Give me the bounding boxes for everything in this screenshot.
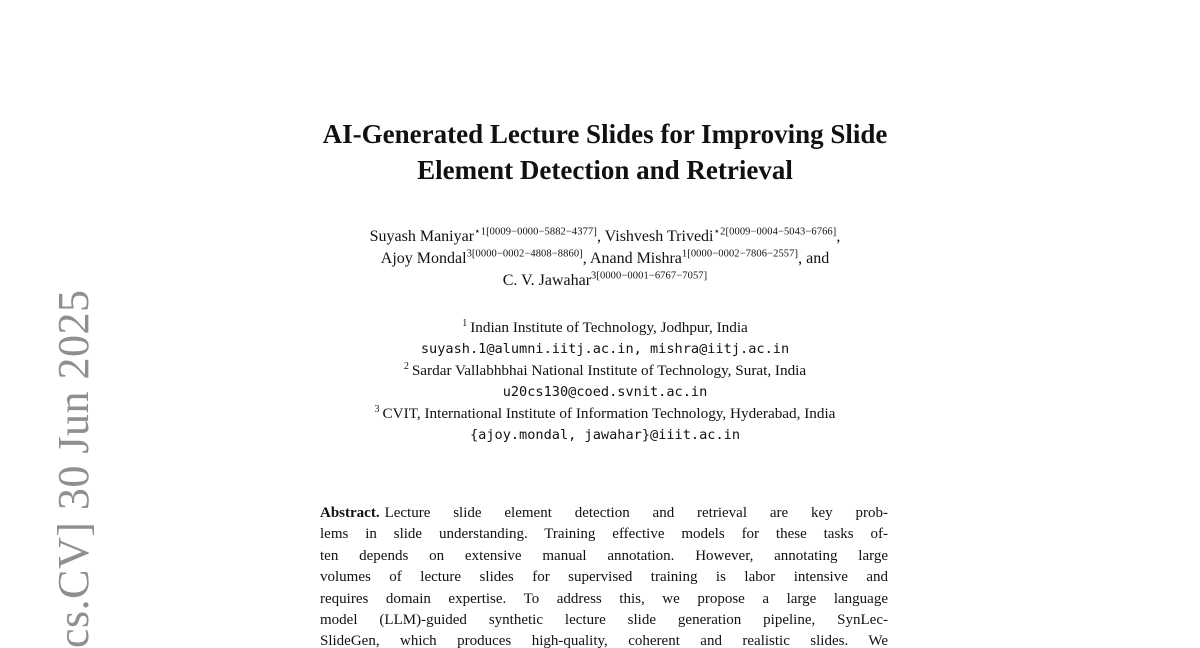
abstract-text: Lecture slide element detection and retrieval are key prob- (384, 505, 888, 521)
author-name: Anand Mishra (589, 250, 682, 267)
abstract-line: lems in slide understanding. Training effective models for these tasks of- (320, 526, 888, 543)
affiliation-institution (250, 360, 960, 382)
author-line (230, 226, 980, 248)
author-name: C. V. Jawahar (502, 272, 592, 289)
title-line: AI-Generated Lecture Slides for Improving Slide (322, 119, 888, 149)
author-orcid: 3[0000−0001−6767−7057] (591, 270, 708, 282)
author-name: Suyash Maniyar (369, 228, 475, 245)
title-line: Element Detection and Retrieval (417, 155, 793, 185)
author-line (230, 248, 980, 270)
author-orcid: ⋆1[0009−0000−5882−4377] (474, 226, 597, 238)
author-orcid: 3[0000−0002−4808−8860] (466, 248, 583, 260)
affiliation-email: u20cs130@coed.svnit.ac.in (502, 383, 708, 400)
affiliation-institution (250, 317, 960, 339)
affiliation-name: CVIT, International Institute of Information Technology, Hyderabad, India (382, 405, 836, 422)
affiliation-email: suyash.1@alumni.iitj.ac.in, mishra@iitj.ac.in (420, 340, 790, 357)
author-orcid: ⋆2[0009−0004−5043−6766] (713, 226, 837, 238)
author-separator: , (582, 250, 590, 267)
affiliation-marker: 3 (374, 403, 380, 415)
abstract-line: volumes of lecture slides for supervised training is labor intensive and (320, 569, 888, 586)
author-separator: , and (798, 250, 830, 267)
author-line (230, 270, 980, 292)
abstract-line: ten depends on extensive manual annotation. However, annotating large (320, 547, 888, 564)
author-separator: , (836, 228, 841, 245)
abstract-line: requires domain expertise. To address this, we propose a large language (320, 590, 888, 607)
arxiv-identifier-stamp: cs.CV] 30 Jun 2025 (49, 289, 98, 648)
paper-title (250, 116, 960, 188)
affiliation-marker: 2 (403, 360, 409, 372)
affiliation-email: {ajoy.mondal, jawahar}@iiit.ac.in (469, 426, 741, 443)
affiliation-list (250, 317, 960, 446)
author-name: Vishvesh Trivedi (604, 228, 714, 245)
abstract-line (320, 503, 888, 524)
author-separator: , (596, 228, 605, 245)
author-orcid: 1[0000−0002−7806−2557] (681, 248, 799, 260)
author-list (230, 226, 980, 292)
affiliation-name: Indian Institute of Technology, Jodhpur, India (470, 319, 748, 336)
abstract-section (320, 503, 888, 648)
affiliation-name: Sardar Vallabhbhai National Institute of Technology, Surat, India (411, 362, 807, 379)
abstract-line: model (LLM)-guided synthetic lecture slide generation pipeline, SynLec- (320, 612, 888, 629)
abstract-line: SlideGen, which produces high-quality, coherent and realistic slides. We (320, 633, 888, 648)
affiliation-marker: 1 (462, 317, 468, 329)
affiliation-institution (250, 403, 960, 425)
author-name: Ajoy Mondal (380, 250, 467, 267)
abstract-heading: Abstract. (320, 505, 380, 521)
